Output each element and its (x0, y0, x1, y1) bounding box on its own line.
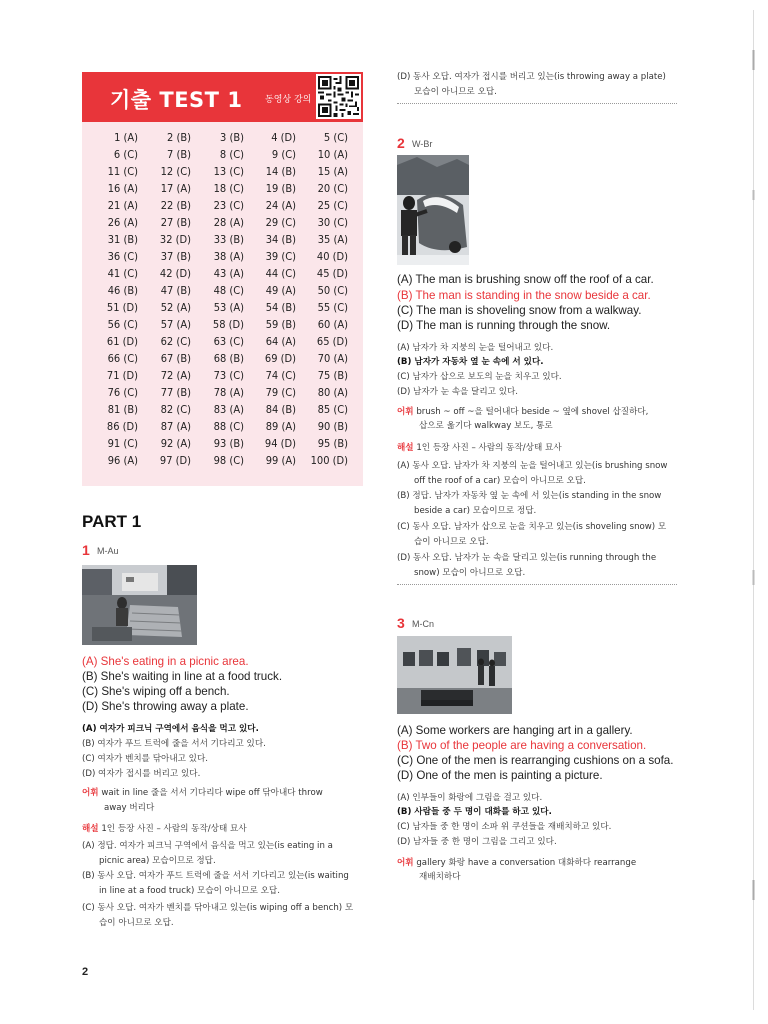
explanation-line: (D) 동사 오답. 남자가 눈 속을 달리고 있는(is running through the (397, 553, 657, 563)
answer-key-row (86, 369, 348, 386)
answer-cell: 43 (A) (213, 267, 244, 280)
vocab-line (397, 856, 636, 868)
answer-cell: 47 (B) (160, 284, 191, 297)
answer-cell: 63 (C) (213, 335, 244, 348)
speaker-label: M-Au (97, 546, 119, 556)
answer-cell: 67 (B) (160, 352, 191, 365)
answer-cell: 1 (A) (114, 131, 138, 144)
explanation-line: (A) 동사 오답. 남자가 차 지붕의 눈을 털어내고 있는(is brushing snow (397, 461, 668, 471)
answer-cell: 16 (A) (107, 182, 138, 195)
answer-cell: 51 (D) (106, 301, 138, 314)
answer-cell: 6 (C) (113, 148, 138, 161)
vocab-text: gallery 화랑 have a conversation 대화하다 rearrange (416, 858, 637, 868)
answer-key-row (86, 233, 348, 250)
qr-code-icon[interactable] (316, 74, 361, 119)
answer-key-row (86, 318, 348, 335)
answer-key-row (86, 216, 348, 233)
answer-cell: 64 (A) (265, 335, 296, 348)
answer-cell: 75 (B) (317, 369, 348, 382)
vocab-text: wait in line 줄을 서서 기다리다 wipe off 닦아내다 throw (101, 788, 323, 798)
answer-cell: 79 (C) (265, 386, 296, 399)
vocab-line (397, 405, 648, 417)
answer-cell: 92 (A) (160, 437, 191, 450)
explanation-line: (C) 동사 오답. 남자가 삽으로 눈을 치우고 있는(is shoveling snow) 모 (397, 522, 667, 532)
answer-cell: 34 (B) (265, 233, 296, 246)
answer-key-row (86, 454, 348, 471)
answer-cell: 5 (C) (323, 131, 348, 144)
answer-cell: 54 (B) (265, 301, 296, 314)
explanation-line: 습이 아니므로 오답. (414, 537, 489, 547)
answer-cell: 68 (B) (213, 352, 244, 365)
answer-cell: 83 (A) (213, 403, 244, 416)
answer-cell: 91 (C) (107, 437, 138, 450)
answer-cell: 50 (C) (317, 284, 348, 297)
answer-cell: 95 (B) (317, 437, 348, 450)
answer-key-row (86, 301, 348, 318)
answer-cell: 18 (C) (213, 182, 244, 195)
answer-cell: 89 (A) (265, 420, 296, 433)
explanation-line: in line at a food truck) 모습이 아니므로 오답. (99, 886, 280, 896)
answer-key-row (86, 352, 348, 369)
answer-cell: 98 (C) (213, 454, 244, 467)
explanation-label: 해설 (397, 443, 414, 453)
answer-cell: 90 (B) (317, 420, 348, 433)
answer-key-row (86, 335, 348, 352)
answer-cell: 82 (C) (160, 403, 191, 416)
page-number: 2 (82, 966, 89, 978)
answer-cell: 32 (D) (159, 233, 191, 246)
answer-cell: 100 (D) (310, 454, 348, 467)
answer-cell: 39 (C) (265, 250, 296, 263)
answer-cell: 52 (A) (160, 301, 191, 314)
answer-cell: 15 (A) (317, 165, 348, 178)
answer-cell: 81 (B) (107, 403, 138, 416)
answer-cell: 35 (A) (317, 233, 348, 246)
vocab-label: 어휘 (397, 858, 414, 868)
answer-cell: 94 (D) (264, 437, 296, 450)
explanation-line: (A) 정답. 여자가 피크닉 구역에서 음식을 먹고 있는(is eating in a (82, 841, 333, 851)
answer-cell: 42 (D) (159, 267, 191, 280)
answer-key-row (86, 148, 348, 165)
explanation-line: (C) 동사 오답. 여자가 벤치를 닦아내고 있는(is wiping off a bench) 모 (82, 903, 354, 913)
vocab-line: 재배치하다 (419, 872, 461, 882)
translation-d: (D) 남자들 중 한 명이 그림을 그리고 있다. (397, 837, 557, 847)
answer-cell: 33 (B) (213, 233, 244, 246)
scan-edge-decoration (752, 10, 755, 1010)
answer-cell: 37 (B) (160, 250, 191, 263)
divider (397, 103, 677, 104)
answer-key-row (86, 165, 348, 182)
vocab-label: 어휘 (397, 407, 414, 417)
answer-cell: 30 (C) (317, 216, 348, 229)
photo-gallery (397, 636, 512, 714)
answer-key-row (86, 437, 348, 454)
answer-key-row (86, 420, 348, 437)
option-d: (D) The man is running through the snow. (397, 319, 611, 332)
vocab-text: brush ~ off ~을 털어내다 beside ~ 옆에 shovel 삽질하다, (416, 407, 649, 417)
answer-cell: 36 (C) (107, 250, 138, 263)
answer-cell: 10 (A) (317, 148, 348, 161)
photo-picnic-area (82, 565, 197, 645)
answer-cell: 56 (C) (107, 318, 138, 331)
speaker-label: M-Cn (412, 619, 434, 629)
answer-cell: 61 (D) (106, 335, 138, 348)
answer-key-row (86, 250, 348, 267)
answer-cell: 85 (C) (317, 403, 348, 416)
explanation-heading (397, 441, 562, 453)
answer-key-row (86, 182, 348, 199)
translation-d: (D) 남자가 눈 속을 달리고 있다. (397, 387, 519, 397)
answer-cell: 72 (A) (160, 369, 191, 382)
photo-man-in-snow (397, 155, 469, 265)
answer-cell: 24 (A) (265, 199, 296, 212)
answer-cell: 80 (A) (317, 386, 348, 399)
answer-cell: 84 (B) (265, 403, 296, 416)
answer-cell: 53 (A) (213, 301, 244, 314)
answer-cell: 77 (B) (160, 386, 191, 399)
option-d: (D) She's throwing away a plate. (82, 700, 249, 713)
answer-cell: 7 (B) (167, 148, 191, 161)
answer-cell: 70 (A) (317, 352, 348, 365)
answer-cell: 49 (A) (265, 284, 296, 297)
answer-cell: 96 (A) (107, 454, 138, 467)
answer-cell: 60 (A) (317, 318, 348, 331)
answer-cell: 27 (B) (160, 216, 191, 229)
explanation-line: (B) 정답. 남자가 자동차 옆 눈 속에 서 있는(is standing in the snow (397, 491, 662, 501)
option-a: (A) She's eating in a picnic area. (82, 655, 249, 668)
answer-cell: 78 (A) (213, 386, 244, 399)
question-number: 2 (397, 135, 405, 151)
option-c: (C) The man is shoveling snow from a walkway. (397, 304, 642, 317)
vocab-line (82, 786, 323, 798)
answer-cell: 13 (C) (213, 165, 244, 178)
answer-cell: 58 (D) (212, 318, 244, 331)
answer-cell: 46 (B) (107, 284, 138, 297)
question-number: 3 (397, 615, 405, 631)
vocab-line: 삽으로 옮기다 walkway 보도, 통로 (419, 421, 553, 431)
explanation-line: snow) 모습이 아니므로 오답. (414, 568, 526, 578)
answer-cell: 93 (B) (213, 437, 244, 450)
answer-cell: 97 (D) (159, 454, 191, 467)
explanation-line: (D) 동사 오답. 여자가 접시를 버리고 있는(is throwing away a plate) (397, 72, 666, 82)
explanation-line: picnic area) 모습이므로 정답. (99, 856, 216, 866)
translation-c: (C) 남자가 삽으로 보도의 눈을 치우고 있다. (397, 372, 562, 382)
answer-cell: 41 (C) (107, 267, 138, 280)
answer-cell: 26 (A) (107, 216, 138, 229)
answer-cell: 22 (B) (160, 199, 191, 212)
answer-cell: 8 (C) (219, 148, 244, 161)
explanation-label: 해설 (82, 824, 99, 834)
answer-cell: 71 (D) (106, 369, 138, 382)
answer-cell: 12 (C) (160, 165, 191, 178)
explanation-line: off the roof of a car) 모습이 아니므로 오답. (414, 476, 586, 486)
option-b: (B) Two of the people are having a conversation. (397, 739, 647, 752)
answer-key-row (86, 284, 348, 301)
vocab-line: away 버리다 (104, 803, 155, 813)
answer-cell: 45 (D) (316, 267, 348, 280)
answer-key-row (86, 267, 348, 284)
answer-cell: 31 (B) (107, 233, 138, 246)
part-title: PART 1 (82, 512, 142, 531)
answer-cell: 87 (A) (160, 420, 191, 433)
answer-cell: 74 (C) (265, 369, 296, 382)
explanation-heading (82, 822, 247, 834)
answer-cell: 88 (C) (213, 420, 244, 433)
answer-key-row (86, 403, 348, 420)
explanation-line: 습이 아니므로 오답. (99, 918, 174, 928)
translation-b: (B) 남자가 자동차 옆 눈 속에 서 있다. (397, 357, 544, 367)
translation-c: (C) 남자들 중 한 명이 소파 위 쿠션들을 재배치하고 있다. (397, 822, 612, 832)
answer-cell: 76 (C) (107, 386, 138, 399)
answer-cell: 73 (C) (213, 369, 244, 382)
option-d: (D) One of the men is painting a picture. (397, 769, 603, 782)
answer-cell: 40 (D) (316, 250, 348, 263)
answer-cell: 44 (C) (265, 267, 296, 280)
answer-key-row (86, 199, 348, 216)
answer-cell: 62 (C) (160, 335, 191, 348)
answer-cell: 55 (C) (317, 301, 348, 314)
answer-cell: 25 (C) (317, 199, 348, 212)
answer-cell: 66 (C) (107, 352, 138, 365)
speaker-label: W-Br (412, 139, 433, 149)
option-c: (C) One of the men is rearranging cushions on a sofa. (397, 754, 674, 767)
answer-cell: 48 (C) (213, 284, 244, 297)
answer-key-row (86, 386, 348, 403)
option-a: (A) Some workers are hanging art in a gallery. (397, 724, 633, 737)
option-c: (C) She's wiping off a bench. (82, 685, 230, 698)
option-b: (B) She's waiting in line at a food truck. (82, 670, 283, 683)
answer-cell: 65 (D) (316, 335, 348, 348)
divider (397, 584, 677, 585)
translation-a: (A) 여자가 피크닉 구역에서 음식을 먹고 있다. (82, 724, 259, 734)
explanation-title: 1인 등장 사진 – 사람의 동작/상태 묘사 (416, 443, 562, 453)
translation-d: (D) 여자가 접시를 버리고 있다. (82, 769, 201, 779)
translation-a: (A) 인부들이 화랑에 그림을 걸고 있다. (397, 793, 543, 803)
answer-cell: 14 (B) (265, 165, 296, 178)
explanation-line: 모습이 아니므로 오답. (414, 87, 497, 97)
answer-cell: 59 (B) (265, 318, 296, 331)
translation-c: (C) 여자가 벤치를 닦아내고 있다. (82, 754, 208, 764)
translation-b: (B) 사람들 중 두 명이 대화를 하고 있다. (397, 807, 552, 817)
answer-cell: 28 (A) (213, 216, 244, 229)
answer-cell: 3 (B) (220, 131, 244, 144)
answer-cell: 38 (A) (213, 250, 244, 263)
option-a: (A) The man is brushing snow off the roof of a car. (397, 273, 654, 286)
translation-b: (B) 여자가 푸드 트럭에 줄을 서서 기다리고 있다. (82, 739, 266, 749)
question-number: 1 (82, 542, 90, 558)
answer-cell: 17 (A) (160, 182, 191, 195)
answer-cell: 2 (B) (167, 131, 191, 144)
answer-cell: 19 (B) (265, 182, 296, 195)
answer-cell: 29 (C) (265, 216, 296, 229)
answer-cell: 4 (D) (271, 131, 296, 144)
answer-cell: 86 (D) (106, 420, 138, 433)
translation-a: (A) 남자가 차 지붕의 눈을 털어내고 있다. (397, 343, 554, 353)
vocab-label: 어휘 (82, 788, 99, 798)
explanation-title: 1인 등장 사진 – 사람의 동작/상태 묘사 (101, 824, 247, 834)
answer-key-title: 기출 TEST 1 (110, 88, 243, 112)
answer-cell: 21 (A) (107, 199, 138, 212)
answer-cell: 23 (C) (213, 199, 244, 212)
explanation-line: beside a car) 모습이므로 정답. (414, 506, 537, 516)
answer-key-subtitle: 동영상 강의 (265, 95, 312, 105)
answer-cell: 99 (A) (265, 454, 296, 467)
answer-cell: 20 (C) (317, 182, 348, 195)
explanation-line: (B) 동사 오답. 여자가 푸드 트럭에 줄을 서서 기다리고 있는(is waiting (82, 871, 349, 881)
answer-cell: 11 (C) (107, 165, 138, 178)
answer-key-row (86, 131, 348, 148)
answer-cell: 9 (C) (271, 148, 296, 161)
answer-cell: 57 (A) (160, 318, 191, 331)
option-b: (B) The man is standing in the snow beside a car. (397, 289, 651, 302)
answer-cell: 69 (D) (264, 352, 296, 365)
